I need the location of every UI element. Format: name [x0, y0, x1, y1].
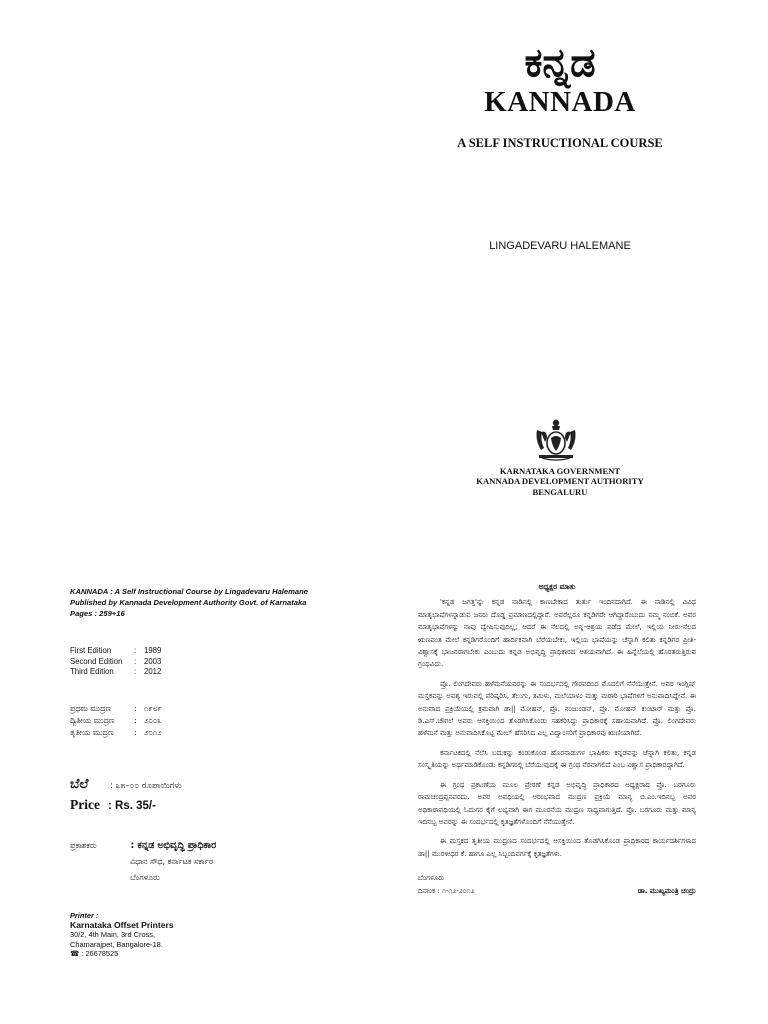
printer-heading: Printer :	[70, 911, 99, 920]
edition-colon: :	[134, 704, 137, 713]
preface-heading: ಅಧ್ಯಕ್ಷರ ಮಾತು	[538, 582, 576, 591]
kannada-edition-label: ತೃತೀಯ ಮುದ್ರಣ	[70, 728, 114, 737]
price-english	[70, 797, 182, 813]
edition-label: Third Edition	[70, 667, 114, 677]
edition-year: 1989	[144, 646, 162, 655]
price-english-value: : Rs. 35/-	[108, 800, 156, 812]
edition-row	[70, 646, 161, 657]
edition-row	[70, 667, 161, 678]
price-block	[70, 777, 182, 813]
kannada-edition-row	[70, 703, 161, 715]
kannada-edition-year: ೧೯೮೯	[144, 704, 162, 713]
preface-paragraph: ಕರ್ನಾಟಕದಲ್ಲಿ ನೆಲೆಸಿ ಬದುಕನ್ನು ಕಂಡುಕೊಂಡ ಹೊರನಾಡುಗಳ ಭಾಷಿಕರು ಕನ್ನಡವನ್ನು ಚೆನ್ನಾಗಿ ಕಲಿತು, ಕನ್ನಡ ಸಂಸ್ಕೃತಿಯನ್ನು ಅರ್ಥಮಾಡಿಕೊಂಡು ಕನ್ನಡಿಗರಲ್ಲಿ ಬೆರೆಯುವುದಕ್ಕೆ ಈ ಗ್ರಂಥ ನೆರವಾಗಲಿದೆ ಎಂಬ ವಿಶ್ವಾಸ ಪ್ರಾಧಿಕಾರದ್ದಾಗಿದೆ.	[418, 748, 696, 770]
printer-address-line: Chamarajpet, Bangalore-18.	[70, 939, 163, 949]
edition-colon: :	[134, 728, 137, 737]
edition-year: 2012	[144, 667, 162, 677]
preface-paragraph: ಈ ಮಸ್ತಕದ ತೃತೀಯ ಮುದ್ರಣದ ಸಂದರ್ಭದಲ್ಲಿ ಆಸಕ್ತಿಯಿಂದ ತೊಡಗಿಸಿಕೊಂಡ ಪ್ರಾಧಿಕಾರದ ಕಾರ್ಯದರ್ಶಿಗಳಾದ ಡಾ|| ಮುರಳೀಧರ ಕೆ. ಹಾಗೂ ಎಲ್ಲ ಸಿಬ್ಬಂದಿವರ್ಗಕ್ಕೆ ಕೃತಜ್ಞತೆಗಳು.	[418, 837, 696, 858]
imprint-line: Pages : 259+16	[70, 609, 125, 618]
price-kannada-label: ಬೆಲೆ	[70, 777, 89, 792]
printer-name: Karnataka Offset Printers	[70, 919, 174, 930]
kannada-edition-label: ಪ್ರಥಮ ಮುದ್ರಣ	[70, 704, 112, 713]
price-kannada-value: : ೩೫–೦೦ ರೂಪಾಯಿಗಳು	[110, 781, 182, 791]
kannada-edition-row	[70, 715, 161, 727]
editions-list	[70, 646, 161, 678]
kannada-edition-year: ೨೦೧೨	[144, 728, 162, 737]
imprint-block	[70, 586, 360, 619]
kannada-edition-label: ದ್ವಿತೀಯ ಮುದ್ರಣ	[70, 716, 115, 725]
author-name: LINGADEVARU HALEMANE	[489, 240, 631, 252]
publisher-address-line: ಬೆಂಗಳೂರು	[130, 873, 160, 882]
publisher-organisation	[440, 466, 680, 497]
kannada-edition-year: ೨೦೦೩	[144, 716, 162, 725]
org-line: KARNATAKA GOVERNMENT	[499, 466, 621, 476]
title-english: KANNADA	[484, 86, 636, 118]
edition-label: First Edition	[70, 646, 112, 655]
edition-colon: :	[134, 656, 137, 666]
subtitle: A SELF INSTRUCTIONAL COURSE	[457, 136, 663, 150]
printer-address-line: 30/2, 4th Main, 3rd Cross,	[70, 930, 156, 940]
preface-paragraph: 'ಕನ್ನಡ ಜಗತ್ತ'ನ್ನು ಕನ್ನಡ ನಾಡಿನಲ್ಲಿ ಕಾಣಬೇಕಾದ ತುರ್ತು ಇಂದಿನದಾಗಿದೆ. ಈ ನಾಡಿನಲ್ಲಿ ವಿವಿಧ ಮಾತೃಭಾಷೆಗಳನ್ನಾಡುವ ಜನರು ದೊಡ್ಡ ಪ್ರಮಾಣದಲ್ಲಿದ್ದಾರೆ. ಅವರೆಲ್ಲರೂ ಕನ್ನಡಿಗರೇ ಆಗಿದ್ದಾರೆಂಬುದು ನಮ್ಮ ನಂಬಿಕೆ. ಅವರ ಮಾತೃಭಾಷೆಗಳನ್ನು ನಾವು ದ್ವೇಷಿಸುವುದಿಲ್ಲ; ಆದರೆ ಈ ನೆಲದಲ್ಲಿ ಅನ್ನ-ಆಶ್ರಯ ಪಡೆದ ಮೇಲೆ, ಇಲ್ಲಿಯ ನೀರು-ನೆಲದ ಋಣವಂತ ಮೇಲೆ ಕನ್ನಡಿಗರೊಂದಿಗೆ ಹಾರ್ದಿಕವಾಗಿ ಬೆರೆಯಬೇಕು, ಇಲ್ಲಿಯ ಭಾಷೆಯನ್ನು ಚೆನ್ನಾಗಿ ಕಲಿತು ಕನ್ನಡಿಗರ ಪ್ರೀತಿ-ವಿಶ್ವಾಸಕ್ಕೆ ಭಾಜನರಾಗಬೇಕು ಎಂಬುದು ಕನ್ನಡ ಅಭಿವೃದ್ಧಿ ಪ್ರಾಧಿಕಾರದ ಆಶಯವಾಗಿದೆ. ಈ ಹಿನ್ನೆಲೆಯಲ್ಲಿ ಹೊರತರುತ್ತಿರುವ ಗ್ರಂಥವಿದು.	[418, 598, 696, 669]
karnataka-emblem-icon	[531, 416, 581, 462]
printer-phone: ☎ : 26678525	[70, 949, 119, 959]
kannada-edition-row	[70, 727, 161, 739]
title-kannada: ಕನ್ನಡ	[524, 40, 596, 86]
preface-paragraph: ಪ್ರೊ. ಲಿಂಗದೇವರು ಹಳೆಮನೆಯವರನ್ನು ಈ ಸಂದರ್ಭದಲ್ಲಿ ಗೌರವದಿಂದ ಮೊದಲಿಗೆ ನೆನೆಯುತ್ತೇನೆ. ಅವರ ಇಂಗ್ಲಿಷ್ ಮಸ್ತಕವನ್ನು ಅವಶ್ಯ ಇರುವಲ್ಲಿ ಪರಿಷ್ಕರಿಸಿ, ತೆಲುಗು, ತಮಿಳು, ಮಲೆಯಾಳಂ ಮತ್ತು ಮರಾಠಿ ಭಾಷೆಗಳಿಗೆ ಅನುವಾದಿಸಿದ್ದೇವೆ. ಈ ಅನುವಾದ ಪ್ರಕ್ರಿಯೆಯಲ್ಲಿ ಕ್ರಮವಾಗಿ ಡಾ|| ಮೋಹನ್, ಪ್ರೊ. ನಂಜುಂಡನ್, ಪ್ರೊ. ಮೋಹನ್ ಕುಂಟಾರ್ ಮತ್ತು ಪ್ರೊ. ಡಿ.ಎಸ್.ಚೌಗಲೆ ಅವರು ಆಸಕ್ತಿಯಿಂದ ತೊಡಗಿಸಿಕೊಂಡು ಸಹಕರಿಸಿದ್ದು ಪ್ರಾಧಿಕಾರಕ್ಕೆ ಸಹಾಯವಾಗಿದೆ. ಪ್ರೊ. ಲಿಂಗದೇವರು ಹಳೆಮನೆ ಮತ್ತು ಅನುವಾದಿಸಿಕೊಟ್ಟ ಮೇಲ್ ಹೆಸರಿಸಿದ ಎಲ್ಲ ವಿದ್ವಾಂಸರಿಗೆ ಪ್ರಾಧಿಕಾರವು ಋಣಿಯಾಗಿದೆ.	[418, 679, 696, 738]
edition-label: Second Edition	[70, 656, 123, 666]
imprint-line: KANNADA : A Self Instructional Course by Lingadevaru Halemane	[70, 587, 308, 596]
edition-colon: :	[134, 667, 137, 677]
price-kannada	[70, 777, 182, 792]
edition-year: 2003	[144, 656, 162, 666]
edition-colon: :	[134, 716, 137, 725]
publisher-name: : ಕನ್ನಡ ಅಭಿವೃದ್ಧಿ ಪ್ರಾಧಿಕಾರ	[130, 840, 217, 851]
publisher-label: ಪ್ರಕಾಶಕರು	[70, 841, 97, 850]
preface-signatory: ಡಾ. ಮುಖ್ಯಮಂತ್ರಿ ಚಂದ್ರು	[637, 886, 696, 895]
preface-signature-row	[418, 885, 696, 897]
preface	[418, 581, 696, 897]
publisher-block	[70, 838, 216, 886]
kannada-editions-list	[70, 703, 161, 739]
org-line: BENGALURU	[532, 486, 588, 497]
preface-date: ದಿನಾಂಕ : ೧-೧೨-೨೦೧೨	[418, 886, 475, 895]
imprint-line: Published by Kannada Development Authority Govt. of Karnataka	[70, 598, 307, 607]
org-line: KANNADA DEVELOPMENT AUTHORITY	[476, 476, 644, 487]
publisher-address-line: ವಿಧಾನ ಸೌಧ, ಕರ್ನಾಟಕ ಸರ್ಕಾರ	[130, 857, 214, 866]
edition-row	[70, 657, 161, 668]
price-english-label: Price	[70, 797, 100, 812]
publisher-row	[70, 838, 216, 854]
preface-place: ಬೆಂಗಳೂರು	[418, 874, 445, 883]
printer-block	[70, 911, 174, 959]
edition-colon: :	[134, 646, 137, 655]
preface-paragraph: ಈ ಗ್ರಂಥ ಪ್ರಕಟಣೆಯ ಮೂಲ ಪ್ರೇರಣೆ ಕನ್ನಡ ಅಭಿವೃದ್ಧಿ ಪ್ರಾಧಿಕಾರದ ಅಧ್ಯಕ್ಷರಾದ ಪ್ರೊ. ಬರಗೂರು ರಾಮಚಂದ್ರಪ್ಪನವರದು. ಅವರ ಅವಧಿಯಲ್ಲಿ ಆರಂಭವಾದ ಮುದ್ರಣ ಪ್ರಕ್ರಿಯೆ ಮಾನ್ಯ ಬಿ.ಎಂ.ಇದಿನಬ್ಬ ಅವರ ಅಧಿಕಾರಾವಧಿಯಲ್ಲಿ ಓದುಗರ ಕೈಗೆ ಲಭ್ಯವಾಗಿ ಈಗ ಮೂರನೆಯ ಮುದ್ರಣ ಸಾಧ್ಯವಾಗುತ್ತಿದೆ. ಪ್ರೊ. ಬರಗೂರು ಮತ್ತು ಮಾನ್ಯ ಇದಿನಬ್ಬ ಅವರನ್ನು ಈ ಸಂದರ್ಭದಲ್ಲಿ ಕೃತಜ್ಞತೆಗಳೊಂದಿಗೆ ನೆನೆಯುತ್ತೇನೆ.	[418, 780, 696, 826]
